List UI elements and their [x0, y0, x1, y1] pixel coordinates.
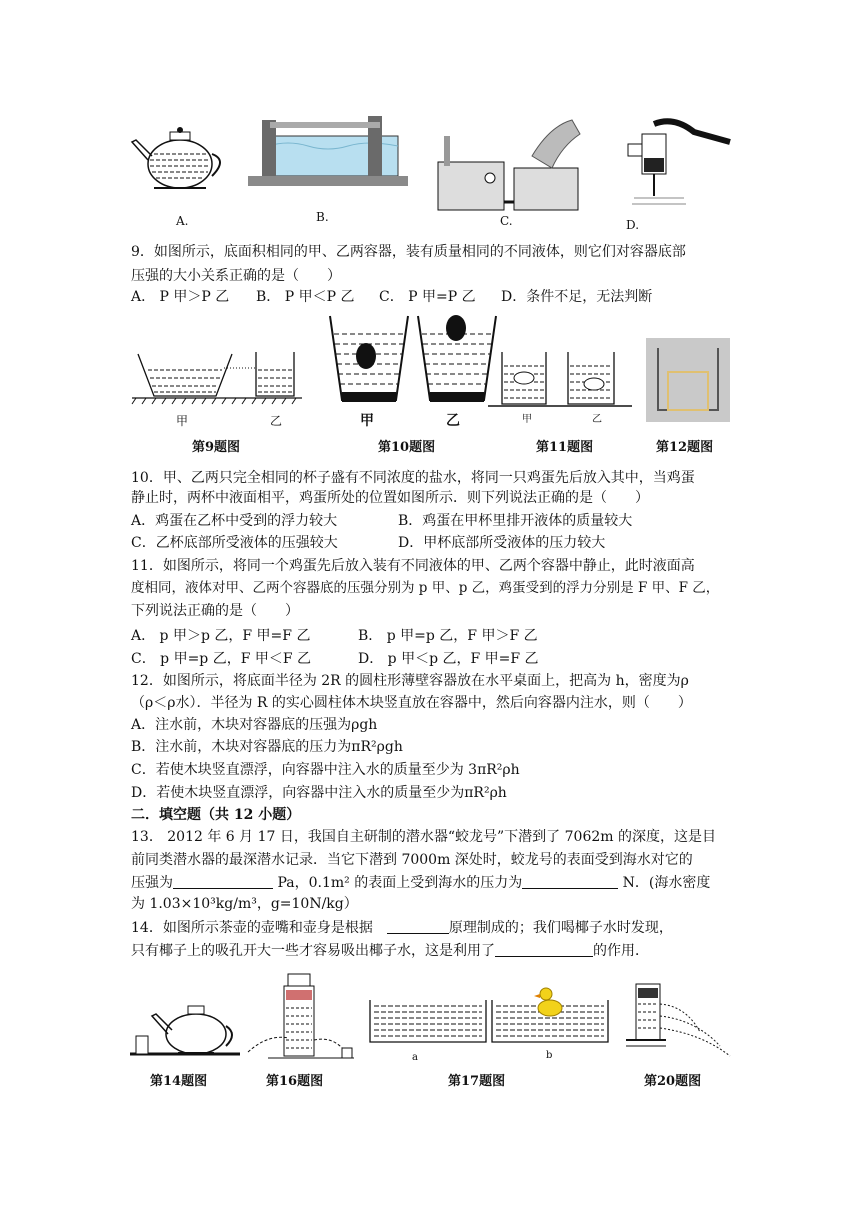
q13-text-b: Pa，0.1m² 的表面上受到海水的压力为: [273, 875, 523, 891]
cattle-trough-figure-c: [432, 116, 582, 216]
fig11-caption: 第11题图: [536, 440, 594, 455]
figure-20-spouts: [626, 984, 732, 1064]
q14-blank-principle[interactable]: [387, 919, 449, 934]
figure-a-label: A.: [176, 214, 189, 228]
q9-stem-line-2: 压强的大小关系正确的是（ ）: [131, 268, 341, 284]
q14-text-c: 只有椰子上的吸孔开大一些才容易吸出椰子水，这是利用了: [131, 943, 495, 959]
q14-stem-line-1: [131, 918, 673, 938]
q10-option-d: D．甲杯底部所受液体的压力较大: [398, 535, 606, 551]
fig14-caption: 第14题图: [150, 1074, 208, 1089]
q10-option-c: C．乙杯底部所受液体的压强较大: [131, 535, 338, 551]
pump-figure-d: [614, 116, 730, 212]
fig17-caption: 第17题图: [448, 1074, 506, 1089]
q11-option-b: B． p 甲=p 乙，F 甲＞F 乙: [358, 628, 538, 644]
q14-blank-effect[interactable]: [495, 942, 593, 957]
section-2-title: 二．填空题（共 12 小题）: [131, 807, 301, 823]
figure-d-label: D.: [626, 218, 640, 232]
q12-option-d: D．若使木块竖直漂浮，向容器中注入水的质量至少为πR²ρh: [131, 785, 507, 801]
figure-14-teapot: [130, 996, 240, 1062]
fig9-jia-label: 甲: [176, 414, 189, 428]
q12-option-b: B．注水前，木块对容器底的压力为πR²ρgh: [131, 739, 403, 755]
q10-stem-line-2: 静止时，两杯中液面相平，鸡蛋所处的位置如图所示．则下列说法正确的是（ ）: [131, 490, 649, 506]
q9-option-a: A． P 甲＞P 乙: [131, 289, 230, 305]
figure-16-bottle: [248, 974, 358, 1064]
fig9-caption: 第9题图: [192, 440, 241, 455]
q12-option-c: C．若使木块竖直漂浮，向容器中注入水的质量至少为 3πR²ρh: [131, 762, 520, 778]
figure-9-containers: [132, 340, 302, 410]
q9-option-c: C． P 甲=P 乙: [379, 289, 476, 305]
q13-stem-line-3: [131, 873, 710, 893]
figure-c-label: C.: [500, 214, 513, 228]
q14-text-d: 的作用．: [593, 943, 649, 959]
q14-text-b: 原理制成的；我们喝椰子水时发现，: [448, 920, 673, 936]
channel-figure-b: [248, 112, 408, 188]
q11-option-a: A． p 甲＞p 乙，F 甲=F 乙: [131, 628, 311, 644]
q14-stem-line-2: [131, 941, 649, 961]
q10-option-a: A．鸡蛋在乙杯中受到的浮力较大: [131, 513, 338, 529]
q13-text-c: N．(海水密度: [618, 875, 711, 891]
q10-stem-line-1: 10．甲、乙两只完全相同的杯子盛有不同浓度的盐水，将同一只鸡蛋先后放入其中，当鸡蛋: [131, 470, 695, 486]
figure-12-container: [646, 338, 730, 422]
q13-stem-line-1: 13． 2012 年 6 月 17 日，我国自主研制的潜水器“蛟龙号”下潜到了 7062m 的深度，这是目: [131, 829, 716, 845]
fig17-a-label: a: [412, 1052, 418, 1063]
fig10-jia-label: 甲: [360, 413, 374, 429]
figure-10-egg-cups: [326, 312, 502, 412]
q9-option-d: D．条件不足，无法判断: [501, 289, 653, 305]
q11-option-c: C． p 甲=p 乙，F 甲＜F 乙: [131, 651, 312, 667]
q11-stem-line-3: 下列说法正确的是（ ）: [131, 603, 299, 619]
fig10-yi-label: 乙: [446, 413, 460, 429]
fig11-jia-label: 甲: [522, 414, 532, 425]
q13-stem-line-2: 前同类潜水器的最深潜水记录．当它下潜到 7000m 深处时，蛟龙号的表面受到海水对它的: [131, 852, 693, 868]
fig9-yi-label: 乙: [270, 414, 283, 428]
fig11-yi-label: 乙: [592, 414, 602, 425]
q13-blank-pressure[interactable]: [173, 874, 273, 889]
q11-stem-line-2: 度相同，液体对甲、乙两个容器底的压强分别为 p 甲、p 乙，鸡蛋受到的浮力分别是 F 甲、F 乙，: [131, 580, 720, 596]
fig20-caption: 第20题图: [644, 1074, 702, 1089]
figure-17-tanks: [370, 978, 610, 1048]
q9-stem-line-1: 9．如图所示，底面积相同的甲、乙两容器，装有质量相同的不同液体，则它们对容器底部: [131, 244, 686, 260]
fig16-caption: 第16题图: [266, 1074, 324, 1089]
fig17-b-label: b: [546, 1050, 553, 1061]
fig10-caption: 第10题图: [378, 440, 436, 455]
q13-stem-line-4: 为 1.03×10³kg/m³，g=10N/kg）: [131, 896, 358, 912]
q14-text-a: 14．如图所示茶壶的壶嘴和壶身是根据: [131, 920, 387, 936]
q9-option-b: B． P 甲＜P 乙: [256, 289, 355, 305]
q13-text-a: 压强为: [131, 875, 173, 891]
q12-option-a: A．注水前，木块对容器底的压强为ρgh: [131, 717, 378, 733]
teapot-figure-a: [130, 124, 230, 194]
figure-b-label: B.: [316, 210, 329, 224]
q10-option-b: B．鸡蛋在甲杯里排开液体的质量较大: [398, 513, 633, 529]
fig12-caption: 第12题图: [656, 440, 714, 455]
q11-option-d: D． p 甲＜p 乙，F 甲=F 乙: [358, 651, 539, 667]
q12-stem-line-2: （ρ＜ρ水）．半径为 R 的实心圆柱体木块竖直放在容器中，然后向容器内注水，则（ ）: [131, 695, 692, 711]
q13-blank-force[interactable]: [522, 874, 618, 889]
q12-stem-line-1: 12．如图所示，将底面半径为 2R 的圆柱形薄壁容器放在水平桌面上，把高为 h，密度为ρ: [131, 673, 689, 689]
figure-11-beakers: [488, 346, 632, 408]
q11-stem-line-1: 11．如图所示，将同一个鸡蛋先后放入装有不同液体的甲、乙两个容器中静止，此时液面高: [131, 558, 695, 574]
